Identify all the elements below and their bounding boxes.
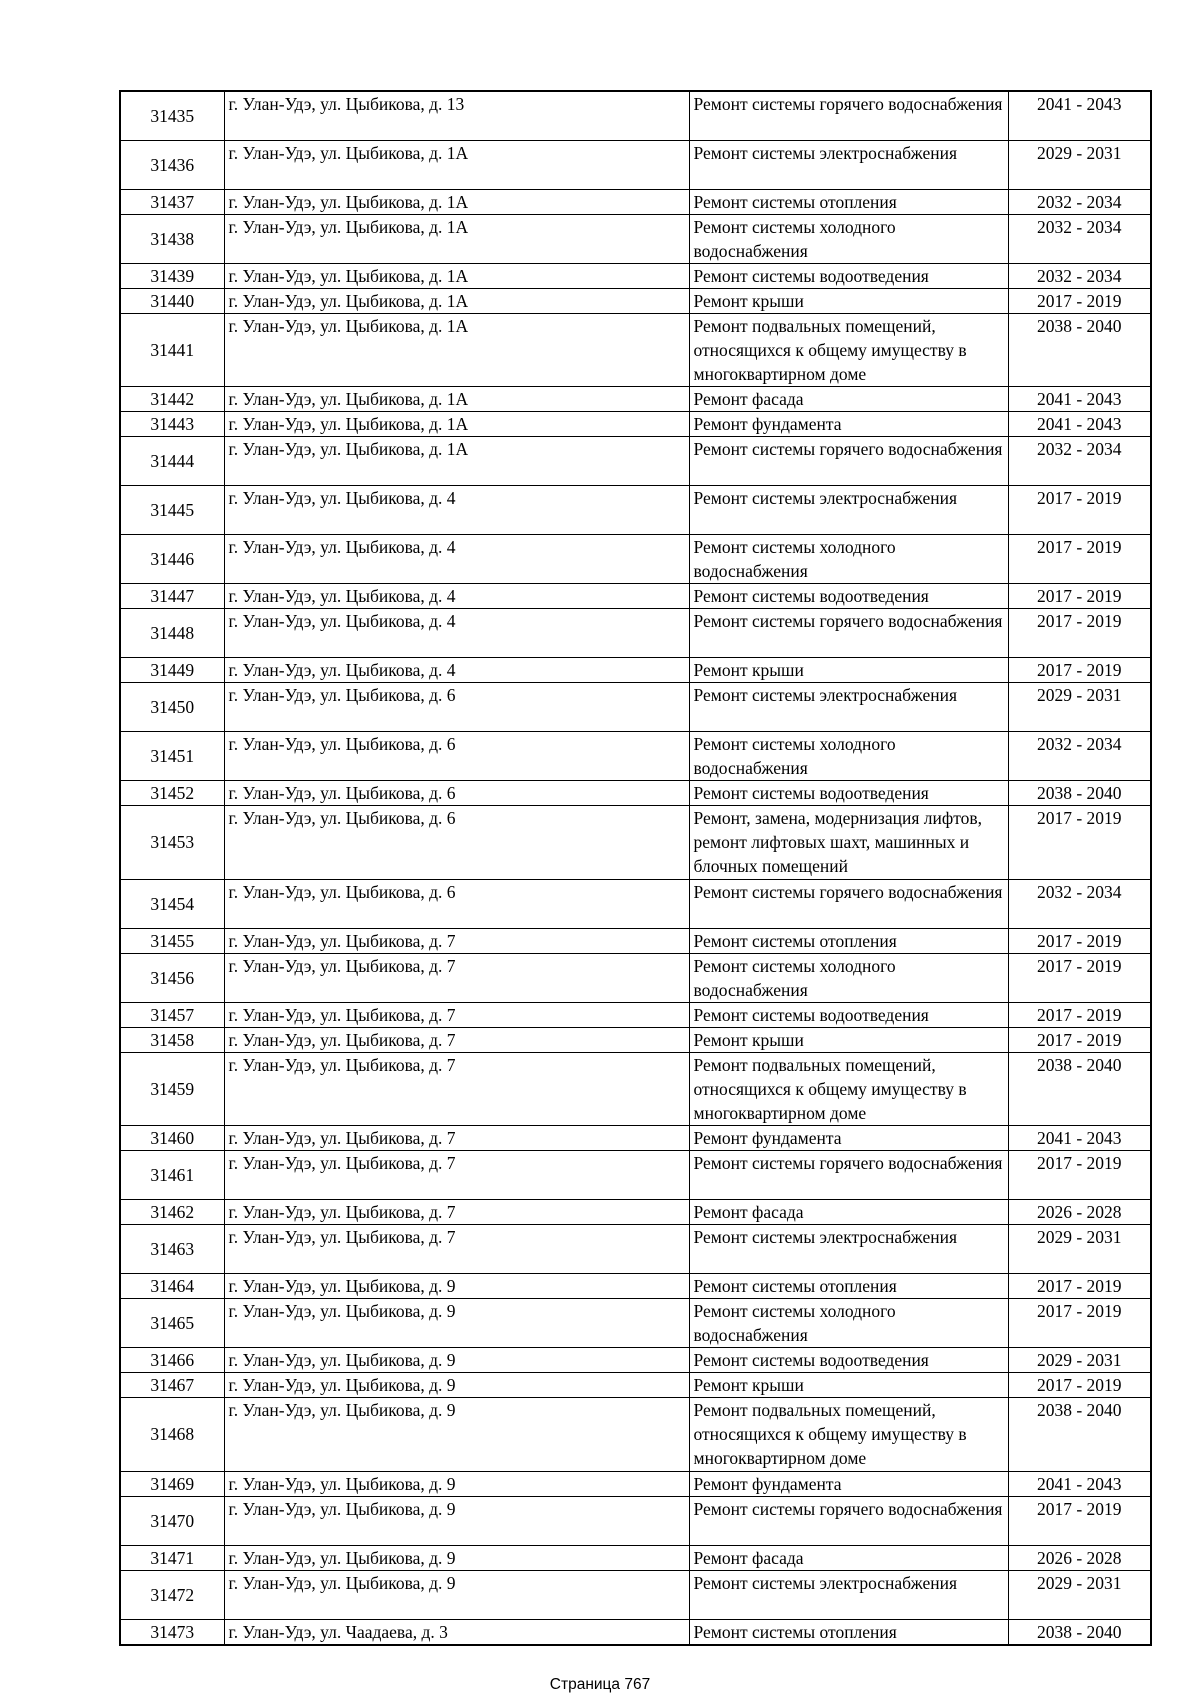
address-cell: г. Улан-Удэ, ул. Цыбикова, д. 9 (224, 1274, 689, 1299)
row-number: 31465 (120, 1299, 224, 1348)
row-number: 31456 (120, 953, 224, 1002)
address-cell: г. Улан-Удэ, ул. Цыбикова, д. 9 (224, 1570, 689, 1619)
address-cell: г. Улан-Удэ, ул. Цыбикова, д. 6 (224, 879, 689, 928)
address-cell: г. Улан-Удэ, ул. Цыбикова, д. 1А (224, 387, 689, 412)
table-row (120, 535, 1151, 584)
address-cell: г. Улан-Удэ, ул. Цыбикова, д. 4 (224, 584, 689, 609)
table-row (120, 313, 1151, 387)
table-row (120, 288, 1151, 313)
row-number: 31471 (120, 1545, 224, 1570)
row-number: 31467 (120, 1373, 224, 1398)
work-type-cell: Ремонт системы водоотведения (689, 584, 1008, 609)
work-type-cell: Ремонт подвальных помещений, относящихся к общему имуществу в многоквартирном доме (689, 1398, 1008, 1472)
table-row (120, 1052, 1151, 1126)
address-cell: г. Улан-Удэ, ул. Цыбикова, д. 9 (224, 1348, 689, 1373)
table-row (120, 1619, 1151, 1645)
address-cell: г. Улан-Удэ, ул. Цыбикова, д. 7 (224, 1225, 689, 1274)
period-cell: 2029 - 2031 (1008, 683, 1151, 732)
table-row (120, 1373, 1151, 1398)
work-type-cell: Ремонт, замена, модернизация лифтов, ремонт лифтовых шахт, машинных и блочных помещений (689, 806, 1008, 880)
row-number: 31442 (120, 387, 224, 412)
work-type-cell: Ремонт системы холодного водоснабжения (689, 1299, 1008, 1348)
work-type-cell: Ремонт системы холодного водоснабжения (689, 953, 1008, 1002)
work-type-cell: Ремонт фундамента (689, 412, 1008, 437)
table-row (120, 1200, 1151, 1225)
address-cell: г. Улан-Удэ, ул. Цыбикова, д. 7 (224, 1052, 689, 1126)
period-cell: 2032 - 2034 (1008, 732, 1151, 781)
address-cell: г. Улан-Удэ, ул. Цыбикова, д. 4 (224, 535, 689, 584)
period-cell: 2017 - 2019 (1008, 535, 1151, 584)
table-row (120, 953, 1151, 1002)
row-number: 31435 (120, 91, 224, 140)
period-cell: 2017 - 2019 (1008, 584, 1151, 609)
work-type-cell: Ремонт системы горячего водоснабжения (689, 437, 1008, 486)
period-cell: 2017 - 2019 (1008, 1151, 1151, 1200)
address-cell: г. Улан-Удэ, ул. Цыбикова, д. 4 (224, 486, 689, 535)
work-type-cell: Ремонт системы горячего водоснабжения (689, 609, 1008, 658)
period-cell: 2017 - 2019 (1008, 609, 1151, 658)
table-row (120, 1299, 1151, 1348)
row-number: 31440 (120, 288, 224, 313)
row-number: 31436 (120, 140, 224, 189)
work-type-cell: Ремонт системы водоотведения (689, 781, 1008, 806)
work-type-cell: Ремонт крыши (689, 288, 1008, 313)
row-number: 31459 (120, 1052, 224, 1126)
period-cell: 2017 - 2019 (1008, 288, 1151, 313)
address-cell: г. Улан-Удэ, ул. Цыбикова, д. 6 (224, 781, 689, 806)
row-number: 31448 (120, 609, 224, 658)
row-number: 31468 (120, 1398, 224, 1472)
address-cell: г. Улан-Удэ, ул. Цыбикова, д. 1А (224, 313, 689, 387)
table-row (120, 1274, 1151, 1299)
table-row (120, 387, 1151, 412)
table-row (120, 879, 1151, 928)
work-type-cell: Ремонт фундамента (689, 1471, 1008, 1496)
address-cell: г. Улан-Удэ, ул. Цыбикова, д. 7 (224, 1200, 689, 1225)
row-number: 31469 (120, 1471, 224, 1496)
work-type-cell: Ремонт системы электроснабжения (689, 1570, 1008, 1619)
table-row (120, 1002, 1151, 1027)
row-number: 31441 (120, 313, 224, 387)
table-row (120, 189, 1151, 214)
row-number: 31445 (120, 486, 224, 535)
period-cell: 2029 - 2031 (1008, 1570, 1151, 1619)
row-number: 31457 (120, 1002, 224, 1027)
capital-repair-table (119, 90, 1152, 1646)
period-cell: 2032 - 2034 (1008, 189, 1151, 214)
period-cell: 2026 - 2028 (1008, 1200, 1151, 1225)
period-cell: 2041 - 2043 (1008, 1471, 1151, 1496)
period-cell: 2038 - 2040 (1008, 1398, 1151, 1472)
table-row (120, 140, 1151, 189)
row-number: 31446 (120, 535, 224, 584)
table-row (120, 486, 1151, 535)
address-cell: г. Улан-Удэ, ул. Цыбикова, д. 9 (224, 1496, 689, 1545)
page-number: Страница 767 (549, 1676, 651, 1693)
address-cell: г. Улан-Удэ, ул. Цыбикова, д. 7 (224, 953, 689, 1002)
row-number: 31466 (120, 1348, 224, 1373)
table-row (120, 806, 1151, 880)
table-row (120, 1348, 1151, 1373)
period-cell: 2038 - 2040 (1008, 781, 1151, 806)
period-cell: 2032 - 2034 (1008, 879, 1151, 928)
table-row (120, 1496, 1151, 1545)
period-cell: 2017 - 2019 (1008, 953, 1151, 1002)
work-type-cell: Ремонт системы отопления (689, 1274, 1008, 1299)
table-row (120, 1545, 1151, 1570)
address-cell: г. Улан-Удэ, ул. Цыбикова, д. 9 (224, 1398, 689, 1472)
address-cell: г. Улан-Удэ, ул. Цыбикова, д. 7 (224, 1002, 689, 1027)
address-cell: г. Улан-Удэ, ул. Цыбикова, д. 9 (224, 1545, 689, 1570)
period-cell: 2017 - 2019 (1008, 486, 1151, 535)
work-type-cell: Ремонт крыши (689, 658, 1008, 683)
period-cell: 2017 - 2019 (1008, 1299, 1151, 1348)
period-cell: 2041 - 2043 (1008, 387, 1151, 412)
address-cell: г. Улан-Удэ, ул. Цыбикова, д. 9 (224, 1471, 689, 1496)
table-row (120, 214, 1151, 263)
address-cell: г. Улан-Удэ, ул. Цыбикова, д. 1А (224, 189, 689, 214)
row-number: 31455 (120, 928, 224, 953)
address-cell: г. Улан-Удэ, ул. Цыбикова, д. 1А (224, 140, 689, 189)
work-type-cell: Ремонт системы электроснабжения (689, 1225, 1008, 1274)
period-cell: 2017 - 2019 (1008, 1027, 1151, 1052)
row-number: 31438 (120, 214, 224, 263)
work-type-cell: Ремонт фасада (689, 1200, 1008, 1225)
period-cell: 2041 - 2043 (1008, 412, 1151, 437)
address-cell: г. Улан-Удэ, ул. Цыбикова, д. 1А (224, 412, 689, 437)
address-cell: г. Улан-Удэ, ул. Цыбикова, д. 1А (224, 214, 689, 263)
period-cell: 2038 - 2040 (1008, 1052, 1151, 1126)
work-type-cell: Ремонт системы водоотведения (689, 263, 1008, 288)
address-cell: г. Улан-Удэ, ул. Цыбикова, д. 6 (224, 732, 689, 781)
row-number: 31450 (120, 683, 224, 732)
table-row (120, 609, 1151, 658)
period-cell: 2038 - 2040 (1008, 1619, 1151, 1645)
work-type-cell: Ремонт системы электроснабжения (689, 486, 1008, 535)
period-cell: 2017 - 2019 (1008, 806, 1151, 880)
work-type-cell: Ремонт системы холодного водоснабжения (689, 732, 1008, 781)
work-type-cell: Ремонт подвальных помещений, относящихся к общему имуществу в многоквартирном доме (689, 313, 1008, 387)
address-cell: г. Улан-Удэ, ул. Цыбикова, д. 7 (224, 928, 689, 953)
work-type-cell: Ремонт системы горячего водоснабжения (689, 1151, 1008, 1200)
table-row (120, 781, 1151, 806)
period-cell: 2041 - 2043 (1008, 1126, 1151, 1151)
row-number: 31451 (120, 732, 224, 781)
period-cell: 2017 - 2019 (1008, 1373, 1151, 1398)
work-type-cell: Ремонт системы горячего водоснабжения (689, 91, 1008, 140)
row-number: 31439 (120, 263, 224, 288)
table-row (120, 437, 1151, 486)
address-cell: г. Улан-Удэ, ул. Цыбикова, д. 1А (224, 437, 689, 486)
row-number: 31472 (120, 1570, 224, 1619)
work-type-cell: Ремонт системы горячего водоснабжения (689, 1496, 1008, 1545)
table-row (120, 1126, 1151, 1151)
address-cell: г. Улан-Удэ, ул. Цыбикова, д. 1А (224, 288, 689, 313)
table-row (120, 1027, 1151, 1052)
address-cell: г. Улан-Удэ, ул. Цыбикова, д. 13 (224, 91, 689, 140)
address-cell: г. Улан-Удэ, ул. Цыбикова, д. 1А (224, 263, 689, 288)
row-number: 31473 (120, 1619, 224, 1645)
address-cell: г. Улан-Удэ, ул. Цыбикова, д. 4 (224, 609, 689, 658)
address-cell: г. Улан-Удэ, ул. Чаадаева, д. 3 (224, 1619, 689, 1645)
table-row (120, 683, 1151, 732)
period-cell: 2017 - 2019 (1008, 1496, 1151, 1545)
work-type-cell: Ремонт крыши (689, 1027, 1008, 1052)
address-cell: г. Улан-Удэ, ул. Цыбикова, д. 6 (224, 683, 689, 732)
table-row (120, 1398, 1151, 1472)
row-number: 31452 (120, 781, 224, 806)
work-type-cell: Ремонт системы холодного водоснабжения (689, 535, 1008, 584)
period-cell: 2032 - 2034 (1008, 263, 1151, 288)
period-cell: 2017 - 2019 (1008, 1002, 1151, 1027)
period-cell: 2038 - 2040 (1008, 313, 1151, 387)
work-type-cell: Ремонт системы отопления (689, 1619, 1008, 1645)
address-cell: г. Улан-Удэ, ул. Цыбикова, д. 6 (224, 806, 689, 880)
work-type-cell: Ремонт системы электроснабжения (689, 683, 1008, 732)
row-number: 31454 (120, 879, 224, 928)
work-type-cell: Ремонт системы отопления (689, 189, 1008, 214)
work-type-cell: Ремонт системы горячего водоснабжения (689, 879, 1008, 928)
work-type-cell: Ремонт подвальных помещений, относящихся к общему имуществу в многоквартирном доме (689, 1052, 1008, 1126)
address-cell: г. Улан-Удэ, ул. Цыбикова, д. 4 (224, 658, 689, 683)
period-cell: 2041 - 2043 (1008, 91, 1151, 140)
table-row (120, 1471, 1151, 1496)
row-number: 31443 (120, 412, 224, 437)
work-type-cell: Ремонт фундамента (689, 1126, 1008, 1151)
period-cell: 2032 - 2034 (1008, 214, 1151, 263)
table-row (120, 732, 1151, 781)
work-type-cell: Ремонт системы холодного водоснабжения (689, 214, 1008, 263)
address-cell: г. Улан-Удэ, ул. Цыбикова, д. 7 (224, 1027, 689, 1052)
period-cell: 2017 - 2019 (1008, 928, 1151, 953)
work-type-cell: Ремонт системы водоотведения (689, 1348, 1008, 1373)
table-row (120, 412, 1151, 437)
work-type-cell: Ремонт системы отопления (689, 928, 1008, 953)
row-number: 31470 (120, 1496, 224, 1545)
work-type-cell: Ремонт крыши (689, 1373, 1008, 1398)
period-cell: 2017 - 2019 (1008, 658, 1151, 683)
table-row (120, 928, 1151, 953)
period-cell: 2017 - 2019 (1008, 1274, 1151, 1299)
row-number: 31458 (120, 1027, 224, 1052)
row-number: 31437 (120, 189, 224, 214)
work-type-cell: Ремонт системы электроснабжения (689, 140, 1008, 189)
period-cell: 2026 - 2028 (1008, 1545, 1151, 1570)
table-row (120, 1151, 1151, 1200)
work-type-cell: Ремонт фасада (689, 387, 1008, 412)
table-row (120, 1225, 1151, 1274)
period-cell: 2032 - 2034 (1008, 437, 1151, 486)
address-cell: г. Улан-Удэ, ул. Цыбикова, д. 7 (224, 1126, 689, 1151)
work-type-cell: Ремонт фасада (689, 1545, 1008, 1570)
row-number: 31464 (120, 1274, 224, 1299)
row-number: 31460 (120, 1126, 224, 1151)
table-row (120, 658, 1151, 683)
table-row (120, 91, 1151, 140)
row-number: 31447 (120, 584, 224, 609)
address-cell: г. Улан-Удэ, ул. Цыбикова, д. 9 (224, 1299, 689, 1348)
address-cell: г. Улан-Удэ, ул. Цыбикова, д. 7 (224, 1151, 689, 1200)
row-number: 31449 (120, 658, 224, 683)
row-number: 31462 (120, 1200, 224, 1225)
period-cell: 2029 - 2031 (1008, 1348, 1151, 1373)
work-type-cell: Ремонт системы водоотведения (689, 1002, 1008, 1027)
table-row (120, 1570, 1151, 1619)
table-row (120, 263, 1151, 288)
row-number: 31463 (120, 1225, 224, 1274)
address-cell: г. Улан-Удэ, ул. Цыбикова, д. 9 (224, 1373, 689, 1398)
row-number: 31461 (120, 1151, 224, 1200)
table-body (120, 91, 1151, 1645)
table-row (120, 584, 1151, 609)
row-number: 31444 (120, 437, 224, 486)
row-number: 31453 (120, 806, 224, 880)
period-cell: 2029 - 2031 (1008, 1225, 1151, 1274)
period-cell: 2029 - 2031 (1008, 140, 1151, 189)
